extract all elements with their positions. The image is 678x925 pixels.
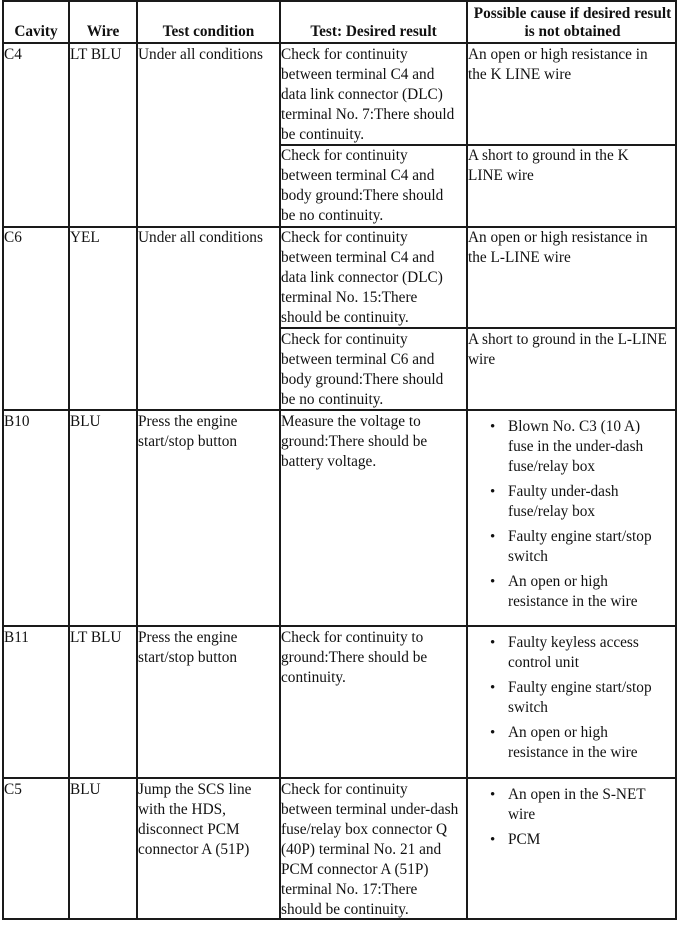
wire-cell: BLU bbox=[70, 413, 101, 430]
result-cell: Check for continuity between terminal C4 and data link connector (DLC) terminal No. 7:There should be continuity. bbox=[281, 46, 455, 143]
cause-item: • PCM bbox=[490, 830, 675, 850]
cause-item: • Faulty engine start/stop switch bbox=[490, 678, 675, 718]
cavity-cell: C6 bbox=[4, 229, 22, 246]
table-rule bbox=[2, 777, 677, 779]
cause-item: • An open in the S-NET wire bbox=[490, 785, 675, 825]
table-rule bbox=[675, 0, 677, 920]
cause-list bbox=[490, 785, 675, 855]
condition-cell: Under all conditions bbox=[138, 46, 263, 63]
cause-list bbox=[490, 633, 675, 768]
result-cell: Check for continuity between terminal C6 and body ground:There should be no continuity. bbox=[281, 331, 444, 408]
condition-cell: Press the engine start/stop button bbox=[138, 629, 238, 666]
cavity-cell: B10 bbox=[4, 413, 30, 430]
condition-cell: Jump the SCS line with the HDS, disconnect PCM connector A (51P) bbox=[138, 781, 252, 858]
cause-list bbox=[490, 417, 675, 617]
table-rule bbox=[466, 0, 468, 920]
cause-item: • Blown No. C3 (10 A) fuse in the under-dash fuse/relay box bbox=[490, 417, 675, 477]
cavity-cell: B11 bbox=[4, 629, 29, 646]
cavity-cell: C5 bbox=[4, 781, 22, 798]
table-rule bbox=[2, 625, 677, 627]
table-rule bbox=[2, 42, 677, 44]
wire-cell: YEL bbox=[70, 229, 100, 246]
cause-item: • Faulty under-dash fuse/relay box bbox=[490, 482, 675, 522]
diagnostic-table bbox=[2, 0, 677, 921]
header-possible-cause: Possible cause if desired result is not obtained bbox=[473, 5, 672, 40]
cause-item: • Faulty engine start/stop switch bbox=[490, 527, 675, 567]
cavity-cell: C4 bbox=[4, 46, 22, 63]
header-test-condition: Test condition bbox=[162, 23, 255, 40]
cause-item: • Faulty keyless access control unit bbox=[490, 633, 675, 673]
cause-item: • An open or high resistance in the wire bbox=[490, 572, 675, 612]
wire-cell: LT BLU bbox=[70, 46, 122, 63]
cause-cell: An open or high resistance in the K LINE wire bbox=[468, 46, 648, 83]
cause-cell: An open or high resistance in the L-LINE wire bbox=[468, 229, 648, 266]
condition-cell: Press the engine start/stop button bbox=[138, 413, 238, 450]
condition-cell: Under all conditions bbox=[138, 229, 263, 246]
wire-cell: LT BLU bbox=[70, 629, 122, 646]
result-cell: Check for continuity between terminal C4 and body ground:There should be no continuity. bbox=[281, 147, 444, 224]
result-cell: Check for continuity to ground:There should be continuity. bbox=[281, 629, 428, 686]
header-wire: Wire bbox=[86, 23, 120, 40]
table-rule bbox=[2, 0, 677, 2]
header-desired-result: Test: Desired result bbox=[310, 23, 437, 40]
wire-cell: BLU bbox=[70, 781, 101, 798]
cause-item: • An open or high resistance in the wire bbox=[490, 723, 675, 763]
result-cell: Measure the voltage to ground:There should be battery voltage. bbox=[281, 413, 428, 470]
header-cavity: Cavity bbox=[14, 23, 58, 40]
cause-cell: A short to ground in the K LINE wire bbox=[468, 147, 629, 184]
cause-cell: A short to ground in the L-LINE wire bbox=[468, 331, 667, 368]
result-cell: Check for continuity between terminal under-dash fuse/relay box connector Q (40P) terminal No. 21 and PCM connector A (51P) terminal No. 17:There should be continuity. bbox=[281, 781, 459, 918]
result-cell: Check for continuity between terminal C4 and data link connector (DLC) terminal No. 15:There should be continuity. bbox=[281, 229, 443, 326]
